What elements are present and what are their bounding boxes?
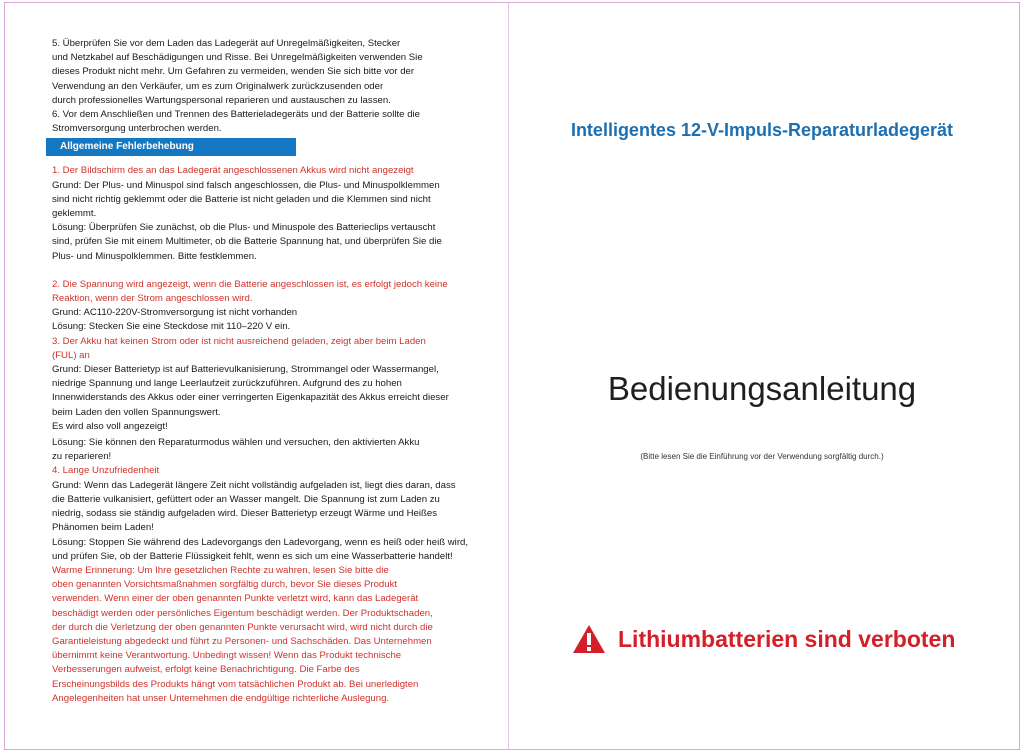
text-line: übernimmt keine Verantwortung. Unbedingt wissen! Wenn das Produkt technische bbox=[52, 650, 402, 662]
read-instructions-note: (Bitte lesen Sie die Einführung vor der Verwendung sorgfältig durch.) bbox=[640, 452, 884, 461]
lithium-warning bbox=[572, 624, 1002, 654]
item-heading: Reaktion, wenn der Strom angeschlossen wird. bbox=[52, 293, 253, 305]
text-line: Lösung: Stoppen Sie während des Ladevorgangs den Ladevorgang, wenn es heiß oder heiß wird, bbox=[52, 536, 469, 548]
text-line: Verbesserungen aufweist, erfolgt keine Benachrichtigung. Die Farbe des bbox=[52, 664, 360, 676]
troubleshooting-item-4 bbox=[52, 464, 482, 563]
text-line: beim Laden den vollen Spannungswert. bbox=[52, 406, 221, 418]
text-line: dieses Produkt nicht mehr. Um Gefahren zu vermeiden, wenden Sie sich bitte vor der bbox=[52, 66, 415, 78]
text-line: die Batterie vulkanisiert, gefüttert oder an Wasser mangelt. Die Spannung ist zum Laden zu bbox=[52, 493, 440, 505]
text-line: der durch die Verletzung der oben genannten Punkte verursacht wird, wird nicht durch die bbox=[52, 621, 433, 633]
item-heading: (FUL) an bbox=[52, 349, 90, 361]
text-line: verwenden. Wenn einer der oben genannten Punkte verletzt wird, kann das Ladegerät bbox=[52, 593, 419, 605]
text-line: niedrige Spannung und lange Leerlaufzeit zurückzuführen. Aufgrund des zu hohen bbox=[52, 378, 402, 390]
text-line: zu reparieren! bbox=[52, 451, 112, 463]
text-line: Angelegenheiten hat unser Unternehmen die endgültige richterliche Auslegung. bbox=[52, 692, 390, 704]
text-line: Plus- und Minuspolklemmen. Bitte festklemmen. bbox=[52, 250, 257, 262]
text-line: Innenwiderstands des Akkus oder einer verringerten Eigenkapazität des Akkus erreicht dieser bbox=[52, 392, 449, 404]
item-heading: 4. Lange Unzufriedenheit bbox=[52, 465, 160, 477]
text-line: Lösung: Stecken Sie eine Steckdose mit 110–220 V ein. bbox=[52, 321, 291, 333]
text-line: Lösung: Überprüfen Sie zunächst, ob die Plus- und Minuspole des Batterieclips vertauscht bbox=[52, 222, 436, 234]
text-line: Phänomen beim Laden! bbox=[52, 522, 154, 534]
warm-reminder bbox=[52, 564, 482, 706]
text-line: niedrig, sodass sie ständig aufgeladen wird. Dieser Batterietyp erzeugt Wärme und Heißes bbox=[52, 508, 438, 520]
troubleshooting-item-1 bbox=[52, 164, 482, 263]
text-line: oben genannten Vorsichtsmaßnahmen sorgfältig durch, bevor Sie dieses Produkt bbox=[52, 579, 398, 591]
text-line: Warme Erinnerung: Um Ihre gesetzlichen Rechte zu wahren, lesen Sie bitte die bbox=[52, 564, 389, 576]
manual-title: Bedienungsanleitung bbox=[607, 370, 917, 407]
text-line: und Netzkabel auf Beschädigungen und Risse. Bei Unregelmäßigkeiten verwenden Sie bbox=[52, 52, 423, 64]
text-line: durch professionelles Wartungspersonal reparieren und austauschen zu lassen. bbox=[52, 94, 391, 106]
product-title: Intelligentes 12-V-Impuls-Reparaturladegerät bbox=[570, 120, 954, 140]
text-line: 6. Vor dem Anschließen und Trennen des Batterieladegeräts und der Batterie sollte die bbox=[52, 109, 420, 121]
text-line: Stromversorgung unterbrochen werden. bbox=[52, 123, 222, 135]
section-banner: Allgemeine Fehlerbehebung bbox=[46, 138, 296, 156]
text-line: und prüfen Sie, ob der Batterie Flüssigkeit fehlt, wenn es sich um eine Wasserbatterie handelt! bbox=[52, 550, 453, 562]
text-line: Grund: Wenn das Ladegerät längere Zeit nicht vollständig aufgeladen ist, liegt dies daran, dass bbox=[52, 479, 456, 491]
item-heading: 2. Die Spannung wird angezeigt, wenn die Batterie angeschlossen ist, es erfolgt jedoch keine bbox=[52, 278, 448, 290]
text-line: Grund: Dieser Batterietyp ist auf Batterievulkanisierung, Strommangel oder Wassermangel, bbox=[52, 364, 439, 376]
text-line: beschädigt werden oder persönliches Eigentum beschädigt werden. Der Produktschaden, bbox=[52, 607, 433, 619]
item-heading: 3. Der Akku hat keinen Strom oder ist nicht ausreichend geladen, zeigt aber beim Laden bbox=[52, 335, 426, 347]
text-line: Grund: AC110-220V-Stromversorgung ist nicht vorhanden bbox=[52, 307, 298, 319]
warning-text: Lithiumbatterien sind verboten bbox=[618, 625, 956, 652]
text-line: geklemmt. bbox=[52, 208, 97, 220]
text-line: Garantieleistung abgedeckt und führt zu Personen- und Sachschäden. Das Unternehmen bbox=[52, 635, 432, 647]
text-line: Es wird also voll angezeigt! bbox=[52, 420, 168, 432]
troubleshooting-item-2 bbox=[52, 278, 482, 335]
item-heading: 1. Der Bildschirm des an das Ladegerät angeschlossenen Akkus wird nicht angezeigt bbox=[52, 165, 414, 177]
text-line: Grund: Der Plus- und Minuspol sind falsch angeschlossen, die Plus- und Minuspolklemmen bbox=[52, 179, 440, 191]
text-line: Lösung: Sie können den Reparaturmodus wählen und versuchen, den aktivierten Akku bbox=[52, 437, 420, 449]
text-line: sind, prüfen Sie mit einem Multimeter, ob die Batterie Spannung hat, und überprüfen Sie die bbox=[52, 236, 442, 248]
text-line: Erscheinungsbilds des Produkts hängt vom tatsächlichen Produkt ab. Bei unerledigten bbox=[52, 678, 419, 690]
text-line: 5. Überprüfen Sie vor dem Laden das Ladegerät auf Unregelmäßigkeiten, Stecker bbox=[52, 38, 401, 49]
troubleshooting-item-3 bbox=[52, 335, 482, 465]
text-line: Verwendung an den Verkäufer, um es zum Originalwerk zurückzusenden oder bbox=[52, 80, 384, 92]
precautions-intro bbox=[52, 37, 482, 136]
left-page bbox=[52, 37, 482, 706]
warning-triangle-icon bbox=[572, 624, 606, 654]
text-line: sind nicht richtig geklemmt oder die Batterie ist nicht geladen und die Klemmen sind nicht bbox=[52, 193, 431, 205]
